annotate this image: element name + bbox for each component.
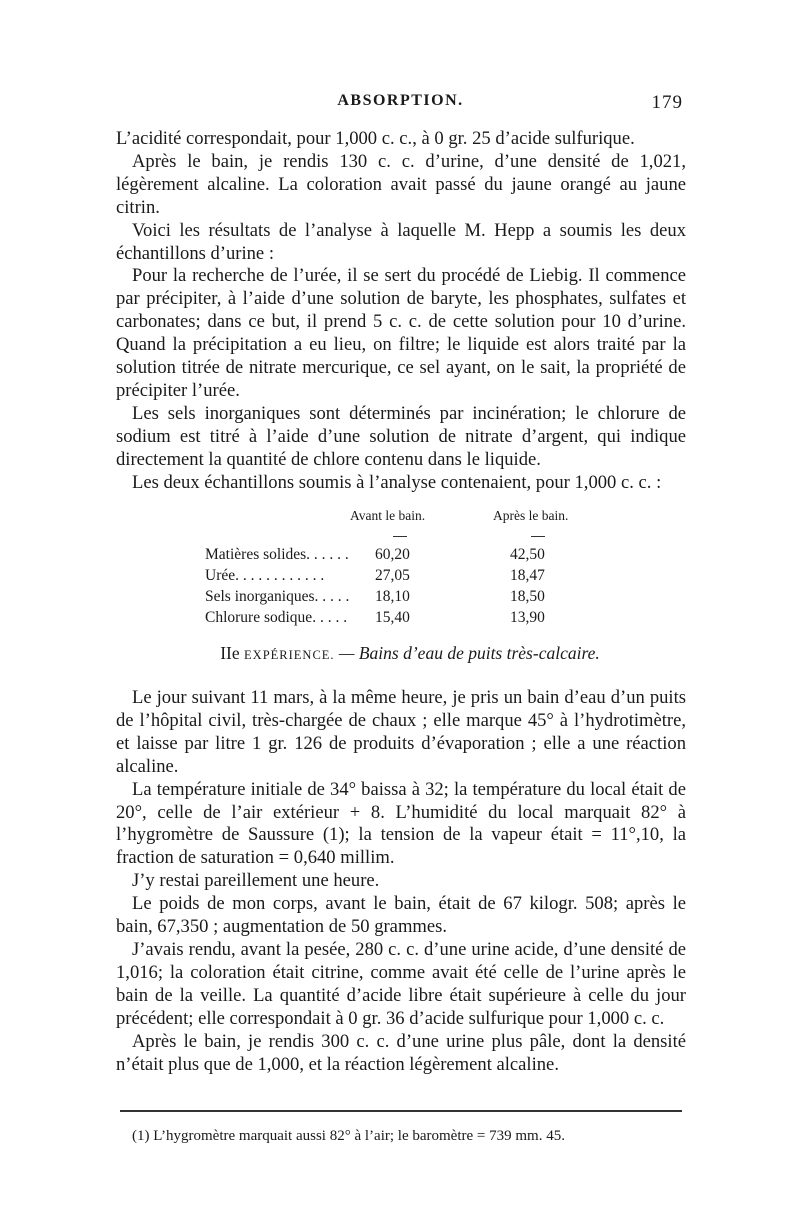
row-label: Urée. . . . . . . . . . . .	[205, 567, 325, 584]
value-after: 42,50	[510, 546, 545, 563]
experiment-title: — Bains d’eau de puits très-calcaire.	[338, 643, 600, 663]
page-number: 179	[651, 92, 683, 113]
table-row	[205, 588, 605, 609]
paragraph: Les deux échantillons soumis à l’analyse contenaient, pour 1,000 c. c. :	[132, 471, 662, 493]
paragraph: Le poids de mon corps, avant le bain, était de 67 kilogr. 508; après le bain, 67,350 ; augmentation de 50 grammes.	[116, 893, 686, 938]
paragraph: Les sels inorganiques sont déterminés par incinération; le chlorure de sodium est titré à l’aide d’une solution de nitrate d’argent, qui indique directement la quantité de chlore contenu dans le liquide.	[116, 402, 686, 470]
urine-analysis-table	[205, 508, 605, 630]
table-row	[205, 567, 605, 588]
row-label: Chlorure sodique. . . . .	[205, 609, 348, 626]
paragraph: L’acidité correspondait, pour 1,000 c. c., à 0 gr. 25 d’acide sulfurique.	[116, 128, 635, 149]
value-before: 60,20	[375, 546, 410, 563]
experiment-heading	[200, 643, 620, 664]
paragraph: Après le bain, je rendis 130 c. c. d’urine, d’une densité de 1,021, légèrement alcaline. La coloration avait passé du jaune orangé au jaune citrin.	[116, 150, 686, 218]
table-header-row	[205, 508, 605, 530]
row-label: Sels inorganiques. . . . .	[205, 588, 350, 605]
experiment-number: IIe	[220, 643, 240, 663]
value-before: 15,40	[375, 609, 410, 626]
header-dashes	[205, 530, 605, 546]
paragraph: Voici les résultats de l’analyse à laquelle M. Hepp a soumis les deux échantillons d’urine :	[116, 219, 686, 264]
table-row	[205, 609, 605, 630]
running-header	[118, 92, 683, 116]
value-after: 18,47	[510, 567, 545, 584]
footnote: (1) L’hygromètre marquait aussi 82° à l’air; le baromètre = 739 mm. 45.	[132, 1128, 565, 1144]
column-header-after: Après le bain.	[493, 508, 569, 523]
paragraph: Le jour suivant 11 mars, à la même heure, je pris un bain d’eau d’un puits de l’hôpital civil, très-chargée de chaux ; elle marque 45° à l’hydrotimètre, et laisse par litre 1 gr. 126 de produits d’évaporation ; elle a une réaction alcaline.	[116, 687, 686, 777]
dash-before	[393, 536, 407, 537]
row-label: Matières solides. . . . . .	[205, 546, 349, 563]
footnote-rule	[120, 1110, 682, 1112]
paragraph: Après le bain, je rendis 300 c. c. d’une urine plus pâle, dont la densité n’était plus que de 1,000, et la réaction légèrement alcaline.	[116, 1030, 686, 1075]
value-after: 18,50	[510, 588, 545, 605]
text-block-2	[116, 687, 686, 1076]
experiment-label: EXPÉRIENCE.	[244, 648, 335, 662]
paragraph: J’y restai pareillement une heure.	[132, 870, 380, 892]
dash-after	[531, 536, 545, 537]
value-before: 18,10	[375, 588, 410, 605]
paragraph: Pour la recherche de l’urée, il se sert du procédé de Liebig. Il commence par précipiter, à l’aide d’une solution de baryte, les phosphates, sulfates et carbonates; dans ce but, il prend 5 c. c. de cette solution pour 10 d’urine. Quand la précipitation a eu lieu, on filtre; le liquide est alors traité par la solution titrée de nitrate mercurique, ce sel ayant, on le sait, la propriété de précipiter l’urée.	[116, 265, 686, 401]
column-header-before: Avant le bain.	[350, 508, 426, 523]
text-block-1	[116, 128, 686, 495]
value-after: 13,90	[510, 609, 545, 626]
paragraph: La température initiale de 34° baissa à 32; la température du local était de 20°, celle de l’air extérieur + 8. L’humidité du local marquait 82° à l’hygromètre de Saussure (1); la tension de la vapeur était = 11°,10, la fraction de saturation = 0,640 millim.	[116, 778, 686, 869]
paragraph: J’avais rendu, avant la pesée, 280 c. c. d’une urine acide, d’une densité de 1,016; la coloration était citrine, comme avait été celle de l’urine après le bain de la veille. La quantité d’acide libre était supérieure à celle du jour précédent; elle correspondait à 0 gr. 36 d’acide sulfurique pour 1,000 c. c.	[116, 938, 686, 1029]
running-title: ABSORPTION.	[337, 92, 464, 109]
value-before: 27,05	[375, 567, 410, 584]
table-row	[205, 546, 605, 567]
